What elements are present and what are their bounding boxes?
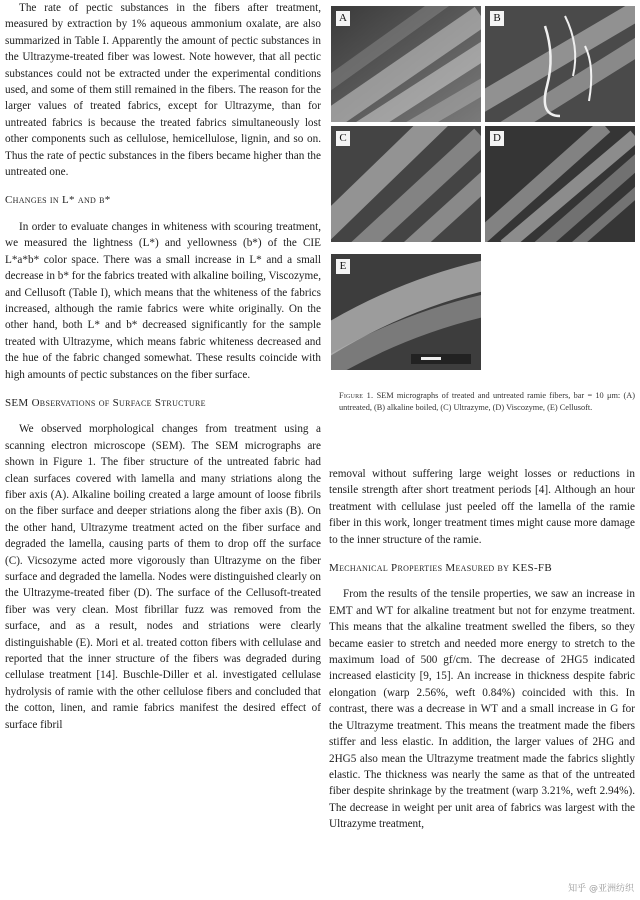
section-heading-sem: SEM Observations of Surface Structure [5, 396, 206, 409]
micrograph-c [331, 126, 481, 242]
left-column [5, 0, 321, 733]
figure-caption [339, 390, 635, 413]
right-column [329, 466, 635, 833]
paragraph-removal: removal without suffering large weight losses or reductions in tensile strength after short treatment periods [4]. Although an hour treatment with cellulase just peeled off the lamella of the ramie fiber in this work, longer treatment times might cause more damage to the inner structure of the ramie. [329, 468, 635, 546]
micrograph-e [331, 254, 481, 370]
paragraph-pectic: The rate of pectic substances in the fibers after treatment, measured by extraction by 1% aqueous ammonium oxalate, are also summarized in Table I. Apparently the amount of pectic substances in the Ultrazyme-treated fiber was lowest. Note however, that all pectic substances could not be extracted under the experimental conditions used, and some of them still remained in the fibers. The reason for the larger values of treated fabrics, except for Ultrazyme, than for untreated fabrics is because the treated fabrics simultaneously lost other components such as cellulose, hemicellulose, lignin, and so on. Thus the rate of pectic substances in the fibers became higher than the untreated one. [5, 2, 321, 179]
watermark: 知乎 @亚洲纺织 [568, 884, 634, 894]
figure-caption-text: SEM micrographs of treated and untreated ramie fibers, bar = 10 μm: (A) untreated, (B) alkaline boiled, (C) Ultrazyme, (D) Viscozyme, (E) Cellusoft. [339, 391, 636, 412]
panel-label: B [490, 11, 504, 26]
paragraph-mechanical: From the results of the tensile properties, we saw an increase in EMT and WT for alkaline treatment but not for enzyme treatment. This means that the alkaline treatment swelled the fibers, so they became easier to stretch and needed more energy to stretch to the maximum load of 500 gf/cm. The decrease of 2HG5 indicated increased elasticity [9, 15]. An increase in thickness despite fabric elongation (warp 2.56%, weft 0.84%) coincided with this. In contrast, there was a decrease in WT and a small increase in G for the Ultrazyme treatment. This means the treatment made the fibers stiffer and less elastic. In addition, the larger values of 2HG and 2HG5 also mean the Ultrazyme treatment made the fabrics slightly elastic. The thickness was nearly the same as that of the untreated fiber despite shrinkage by the treatment (warp 3.21%, weft 2.94%). The decrease in weight per unit area of fabrics was largest with the Ultrazyme treatment, [329, 588, 635, 831]
micrograph-a [331, 6, 481, 122]
section-heading-changes: Changes in L* and b* [5, 194, 111, 207]
panel-label: A [336, 11, 350, 26]
paragraph-sem: We observed morphological changes from treatment using a scanning electron microscope (SEM). The SEM micrographs are shown in Figure 1. The fiber structure of the untreated fabric had clean surfaces covered with lamella and many striations along the fiber axis (A). Alkaline boiling created a large amount of loose fibrils on the fiber surface and deeper striations along the fiber axis (B). On the other hand, Ultrazyme treatment acted on the fiber surface and degraded the lamella, causing parts of them to drop off the surface (C). Vicsozyme acted more vigorously than Ultrazyme on the fiber surface and degraded the lamella. Nodes were distinguished clearly on the Ultrazyme-treated fiber (D). The surface of the Cellusoft-treated fiber was very clean. Most fibrillar fuzz was removed from the surface, and as a result, nodes and striations were clearly distinguishable (E). Mori et al. treated cotton fibers with cellulase and reported that the inner structure of the fibers was degraded during cellulase treatment [14]. Buschle-Diller et al. investigated cellulase hydrolysis of ramie with the other cellulose fibers and concluded that the cotton, linen, and ramie fabrics manifest the desired effect of surface fibril [5, 423, 321, 731]
figure-caption-label: Figure 1. [339, 391, 374, 400]
panel-label: C [336, 131, 350, 146]
paragraph-whiteness: In order to evaluate changes in whiteness with scouring treatment, we measured the lightness (L*) and yellowness (b*) of the CIE L*a*b* color space. There was a small increase in L* and a small decrease in b* for the fabrics treated with alkaline boiling, Viscozyme, and Cellusoft (Table I), which means that the whiteness of the fabrics increased, although the ramie fabrics were white originally. On the other hand, both L* and b* decreased significantly for the sample treated with Ultrazyme, which means fabric whiteness decreased and the hue of the fabric changed somewhat. These results coincide with high amounts of pectic substances on the fiber surface. [5, 220, 321, 381]
panel-label: E [336, 259, 350, 274]
micrograph-d [485, 126, 635, 242]
section-heading-mechanical: Mechanical Properties Measured by KES-FB [329, 562, 552, 575]
micrograph-b [485, 6, 635, 122]
panel-label: D [490, 131, 504, 146]
